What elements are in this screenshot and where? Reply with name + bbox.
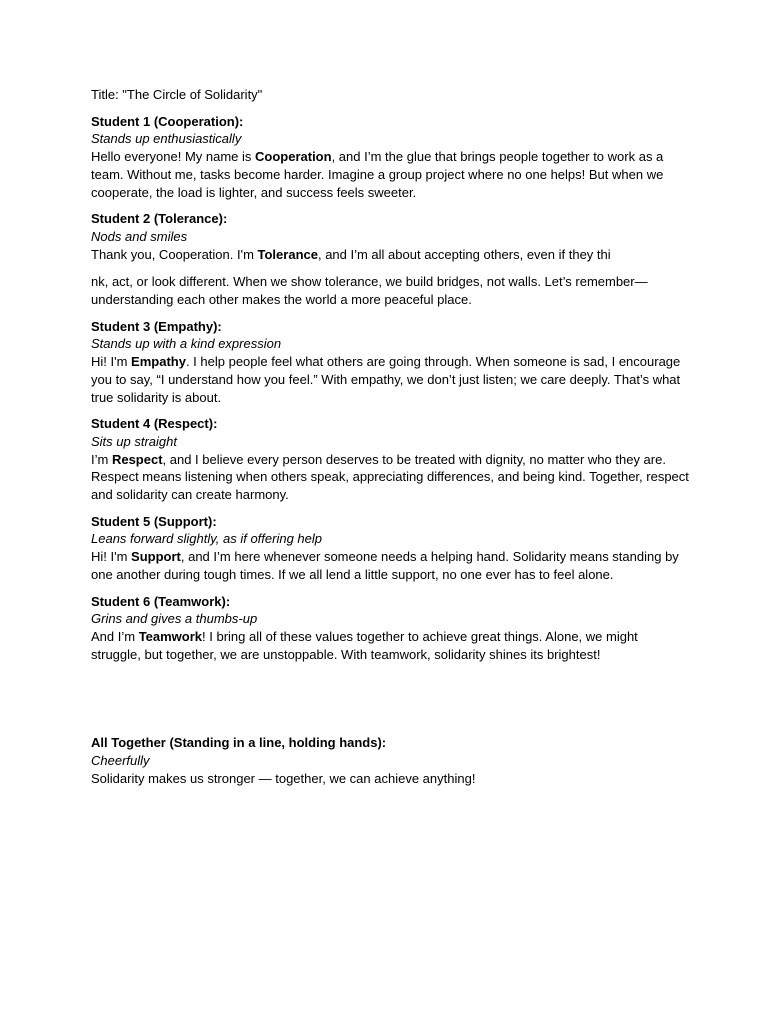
finale-direction: Cheerfully bbox=[91, 753, 150, 769]
paragraph-split-gap bbox=[91, 263, 691, 273]
document-page bbox=[91, 86, 691, 797]
speaker-name: Student 4 (Respect): bbox=[91, 416, 218, 432]
student-block-teamwork bbox=[91, 593, 691, 664]
finale-line: Solidarity makes us stronger — together, we can achieve anything! bbox=[91, 770, 476, 786]
stage-direction: Stands up enthusiastically bbox=[91, 131, 242, 147]
student-block-tolerance bbox=[91, 210, 691, 309]
speaker-name: Student 3 (Empathy): bbox=[91, 318, 222, 334]
stage-direction: Stands up with a kind expression bbox=[91, 336, 282, 352]
speaker-name: Student 5 (Support): bbox=[91, 513, 217, 529]
stage-direction: Leans forward slightly, as if offering help bbox=[91, 531, 322, 547]
finale-speaker: All Together (Standing in a line, holding hands): bbox=[91, 735, 387, 751]
dialogue-line: Hello everyone! My name is Cooperation, and I’m the glue that brings people together to work as a team. Without me, tasks become harder. Imagine a group project where no one helps! But when we cooperate, the load is lighter, and success feels sweeter. bbox=[91, 149, 664, 200]
virtue-name: Cooperation bbox=[255, 149, 332, 165]
dialogue-line: Hi! I'm Support, and I’m here whenever someone needs a helping hand. Solidarity means standing by one another during tough times. If we all lend a little support, no one ever has to feel alone. bbox=[91, 549, 679, 582]
dialogue-line: I’m Respect, and I believe every person deserves to be treated with dignity, no matter who they are. Respect means listening when others speak, appreciating differences, and being kind. Together, respect and solidarity can create harmony. bbox=[91, 451, 689, 503]
virtue-name: Empathy bbox=[131, 354, 186, 370]
student-block-empathy bbox=[91, 318, 691, 407]
speaker-name: Student 2 (Tolerance): bbox=[91, 211, 228, 227]
blank-space bbox=[91, 672, 691, 734]
student-block-respect bbox=[91, 415, 691, 504]
student-block-support bbox=[91, 513, 691, 584]
finale-block bbox=[91, 734, 691, 787]
document-title: Title: "The Circle of Solidarity" bbox=[91, 87, 263, 102]
virtue-name: Respect bbox=[111, 451, 163, 467]
virtue-name: Teamwork bbox=[138, 628, 203, 644]
student-block-cooperation bbox=[91, 113, 691, 202]
virtue-name: Tolerance bbox=[257, 246, 318, 262]
dialogue-line: Thank you, Cooperation. I'm Tolerance, and I’m all about accepting others, even if they thi bbox=[91, 246, 611, 262]
stage-direction: Sits up straight bbox=[91, 433, 177, 449]
stage-direction: Nods and smiles bbox=[91, 228, 188, 244]
dialogue-line: And I’m Teamwork! I bring all of these values together to achieve great things. Alone, we might struggle, but together, we are unstoppable. With teamwork, solidarity shines its brightest! bbox=[91, 628, 638, 662]
speaker-name: Student 1 (Cooperation): bbox=[91, 113, 244, 129]
virtue-name: Support bbox=[131, 549, 181, 565]
dialogue-line: Hi! I'm Empathy. I help people feel what others are going through. When someone is sad, I encourage you to say, “I understand how you feel.” With empathy, we don’t just listen; we care deeply. That’s what true solidarity is about. bbox=[91, 354, 681, 405]
speaker-name: Student 6 (Teamwork): bbox=[91, 593, 231, 609]
stage-direction: Grins and gives a thumbs-up bbox=[91, 611, 258, 627]
dialogue-continuation: nk, act, or look different. When we show tolerance, we build bridges, not walls. Let’s remember—understanding each other makes the world a more peaceful place. bbox=[91, 274, 648, 308]
